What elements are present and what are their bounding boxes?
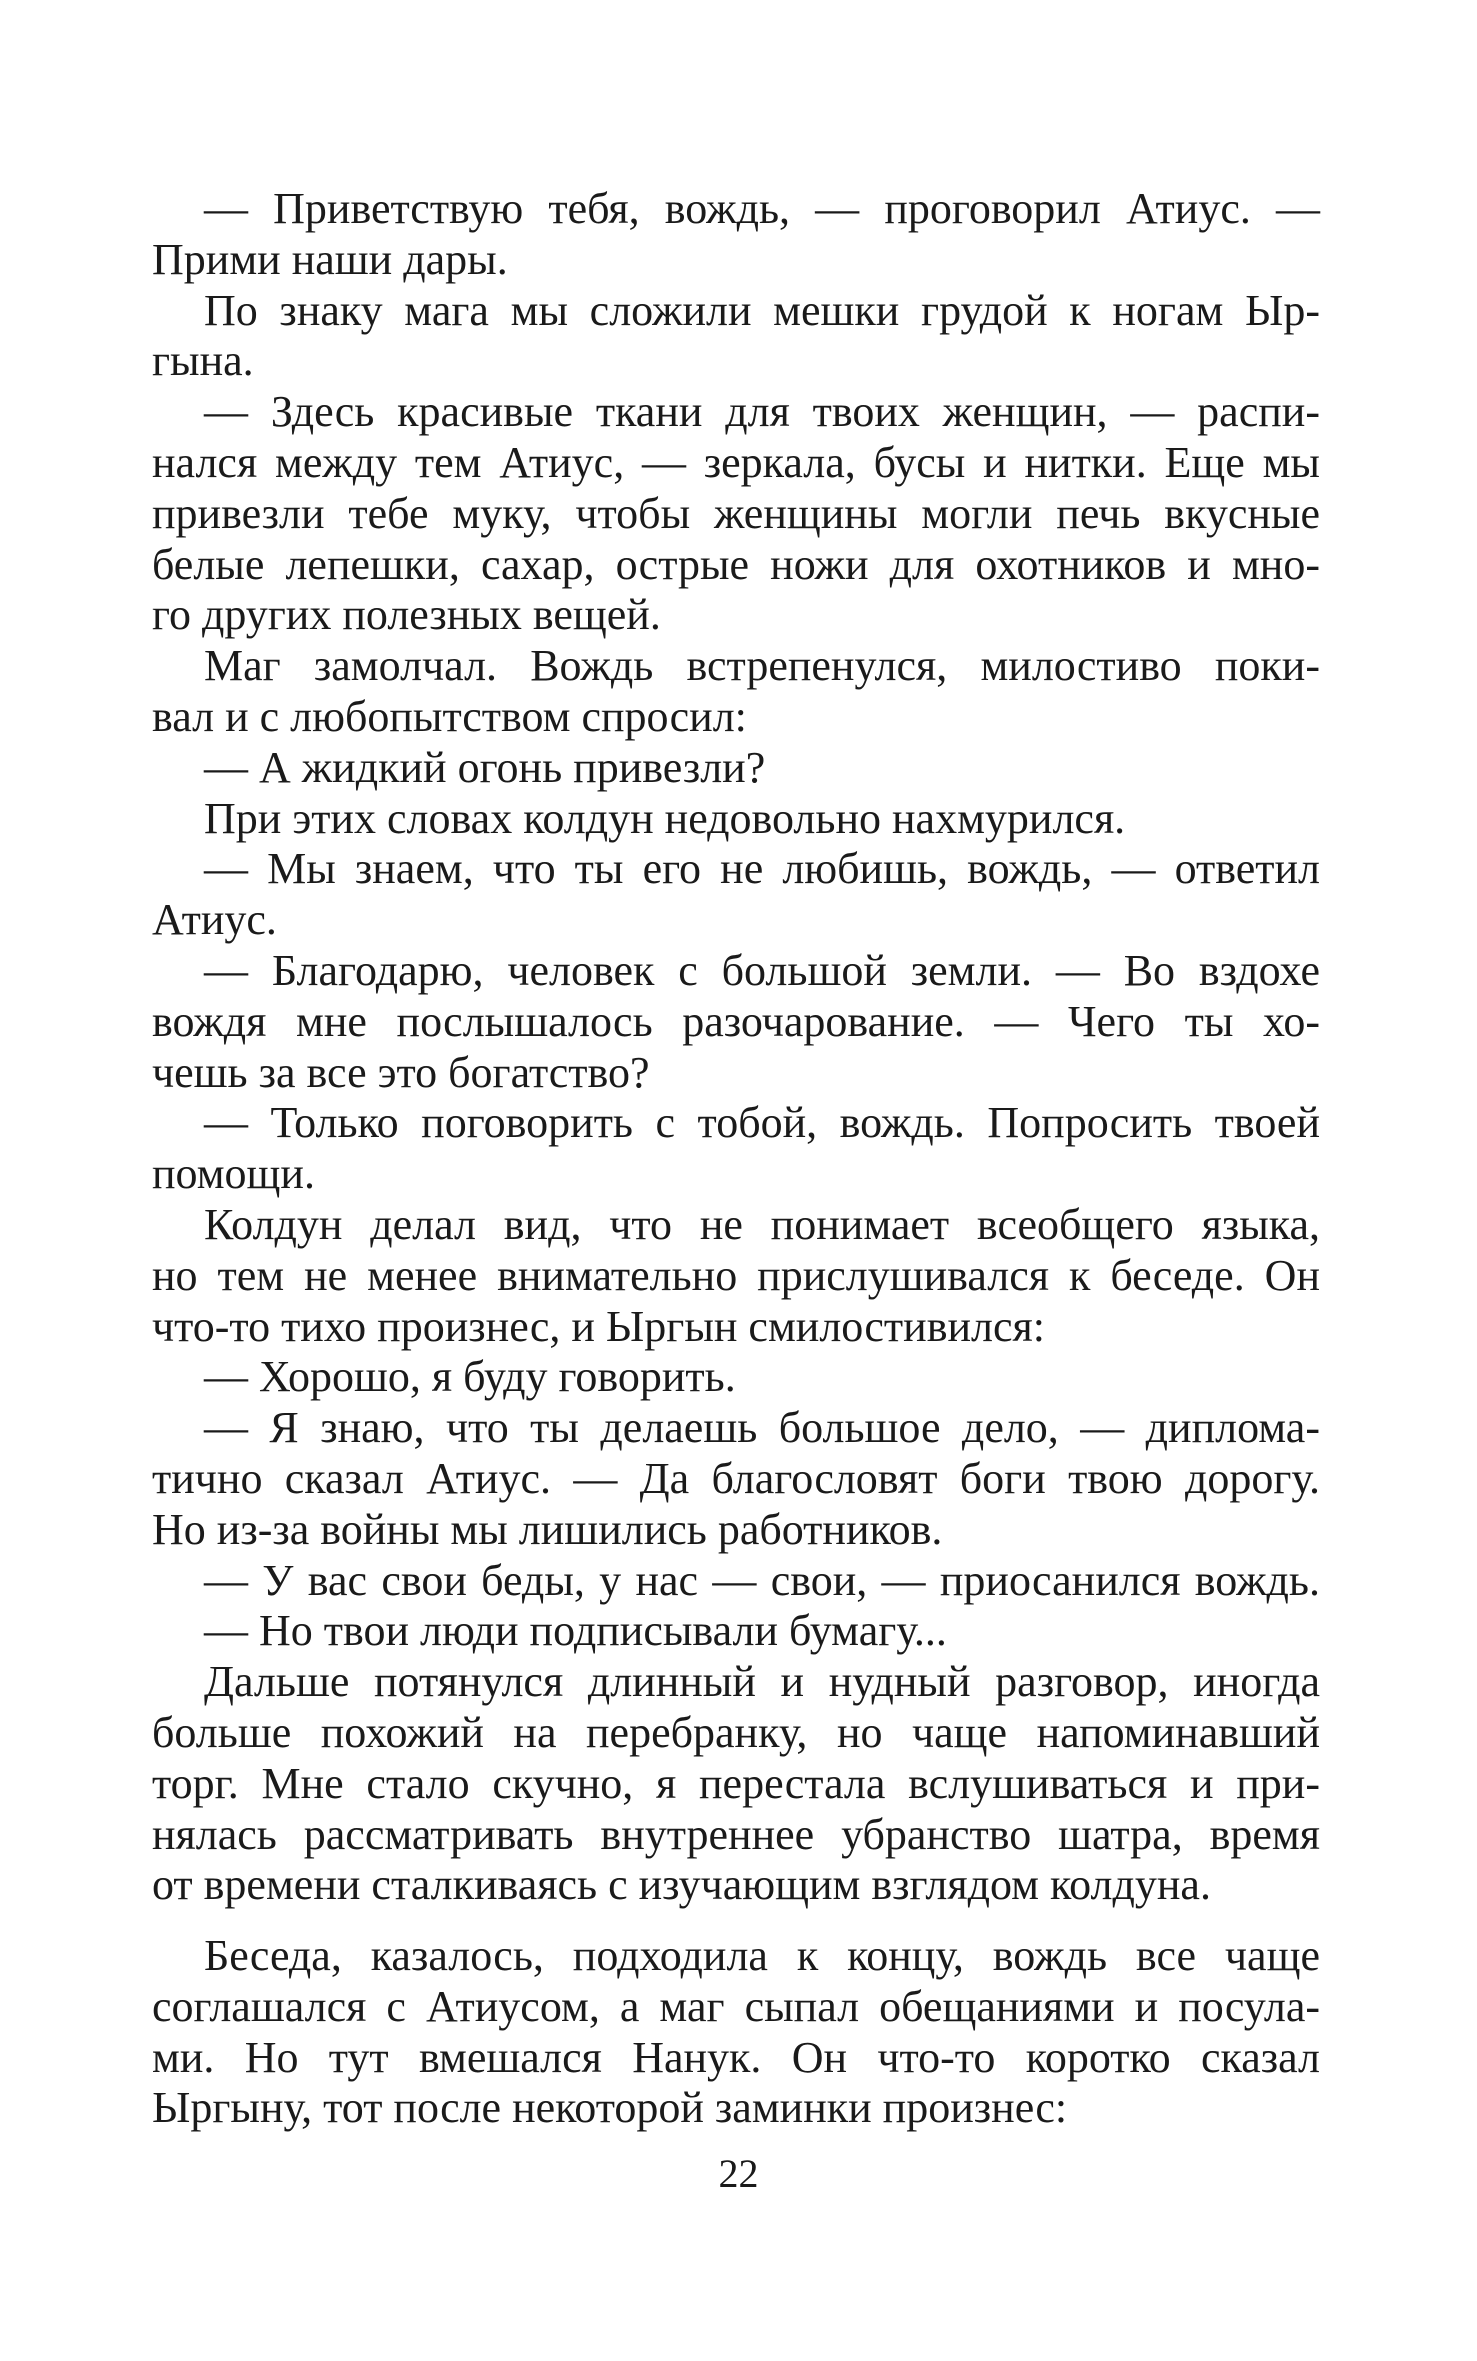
body-text bbox=[152, 184, 1320, 2134]
text-line: Дальше потянулся длинный и нудный разговор, иногда bbox=[204, 1657, 1320, 1707]
text-line: — А жидкий огонь привезли? bbox=[204, 742, 766, 792]
text-line: тично сказал Атиус. — Да благословят боги твою дорогу. bbox=[152, 1453, 1320, 1503]
text-line: — Благодарю, человек с большой земли. — Во вздохе bbox=[204, 945, 1320, 995]
text-line: — Но твои люди подписывали бумагу... bbox=[204, 1606, 947, 1656]
text-line: белые лепешки, сахар, острые ножи для охотников и мно- bbox=[152, 539, 1320, 589]
page-number: 22 bbox=[718, 2151, 759, 2196]
text-line: но тем не менее внимательно прислушивался к беседе. Он bbox=[152, 1250, 1320, 1300]
text-line: — Приветствую тебя, вождь, — проговорил Атиус. — bbox=[204, 184, 1320, 233]
text-line: Колдун делал вид, что не понимает всеобщего языка, bbox=[204, 1199, 1320, 1249]
text-line: Атиус. bbox=[152, 895, 277, 945]
text-line: При этих словах колдун недовольно нахмурился. bbox=[204, 793, 1126, 843]
text-line: от времени сталкиваясь с изучающим взглядом колдуна. bbox=[152, 1860, 1211, 1910]
text-line: вал и с любопытством спросил: bbox=[152, 691, 747, 741]
text-line: нялась рассматривать внутреннее убранство шатра, время bbox=[152, 1809, 1320, 1859]
text-line: ми. Но тут вмешался Нанук. Он что-то коротко сказал bbox=[152, 2032, 1320, 2082]
text-line: что-то тихо произнес, и Ыргын смилостивился: bbox=[152, 1301, 1045, 1351]
text-line: Но из-за войны мы лишились работников. bbox=[152, 1504, 943, 1554]
paragraph-gap bbox=[152, 1911, 1320, 1931]
text-line: го других полезных вещей. bbox=[152, 590, 661, 640]
text-line: Беседа, казалось, подходила к концу, вождь все чаще bbox=[204, 1931, 1320, 1981]
text-line: — Только поговорить с тобой, вождь. Попросить твоей bbox=[204, 1098, 1320, 1148]
text-line: — У вас свои беды, у нас — свои, — приосанился вождь. bbox=[204, 1555, 1320, 1605]
text-line: — Хорошо, я буду говорить. bbox=[204, 1352, 736, 1402]
text-line: По знаку мага мы сложили мешки грудой к ногам Ыр- bbox=[204, 285, 1320, 335]
text-line: Ыргыну, тот после некоторой заминки произнес: bbox=[152, 2083, 1068, 2133]
text-line: чешь за все это богатство? bbox=[152, 1047, 650, 1097]
text-line: — Мы знаем, что ты его не любишь, вождь, — ответил bbox=[204, 844, 1320, 894]
text-line: гына. bbox=[152, 336, 254, 386]
text-line: — Я знаю, что ты делаешь большое дело, — диплома- bbox=[204, 1403, 1320, 1453]
text-line: Прими наши дары. bbox=[152, 234, 508, 284]
text-line: привезли тебе муку, чтобы женщины могли печь вкусные bbox=[152, 488, 1320, 538]
text-line: — Здесь красивые ткани для твоих женщин, — распи- bbox=[204, 387, 1320, 437]
text-line: Маг замолчал. Вождь встрепенулся, милостиво поки- bbox=[204, 641, 1320, 691]
text-line: нался между тем Атиус, — зеркала, бусы и нитки. Еще мы bbox=[152, 437, 1320, 487]
text-line: соглашался с Атиусом, а маг сыпал обещаниями и посула- bbox=[152, 1981, 1320, 2031]
text-line: торг. Мне стало скучно, я перестала вслушиваться и при- bbox=[152, 1758, 1320, 1808]
text-line: больше похожий на перебранку, но чаще напоминавший bbox=[152, 1707, 1320, 1757]
text-line: вождя мне послышалось разочарование. — Чего ты хо- bbox=[152, 996, 1320, 1046]
text-line: помощи. bbox=[152, 1149, 315, 1199]
